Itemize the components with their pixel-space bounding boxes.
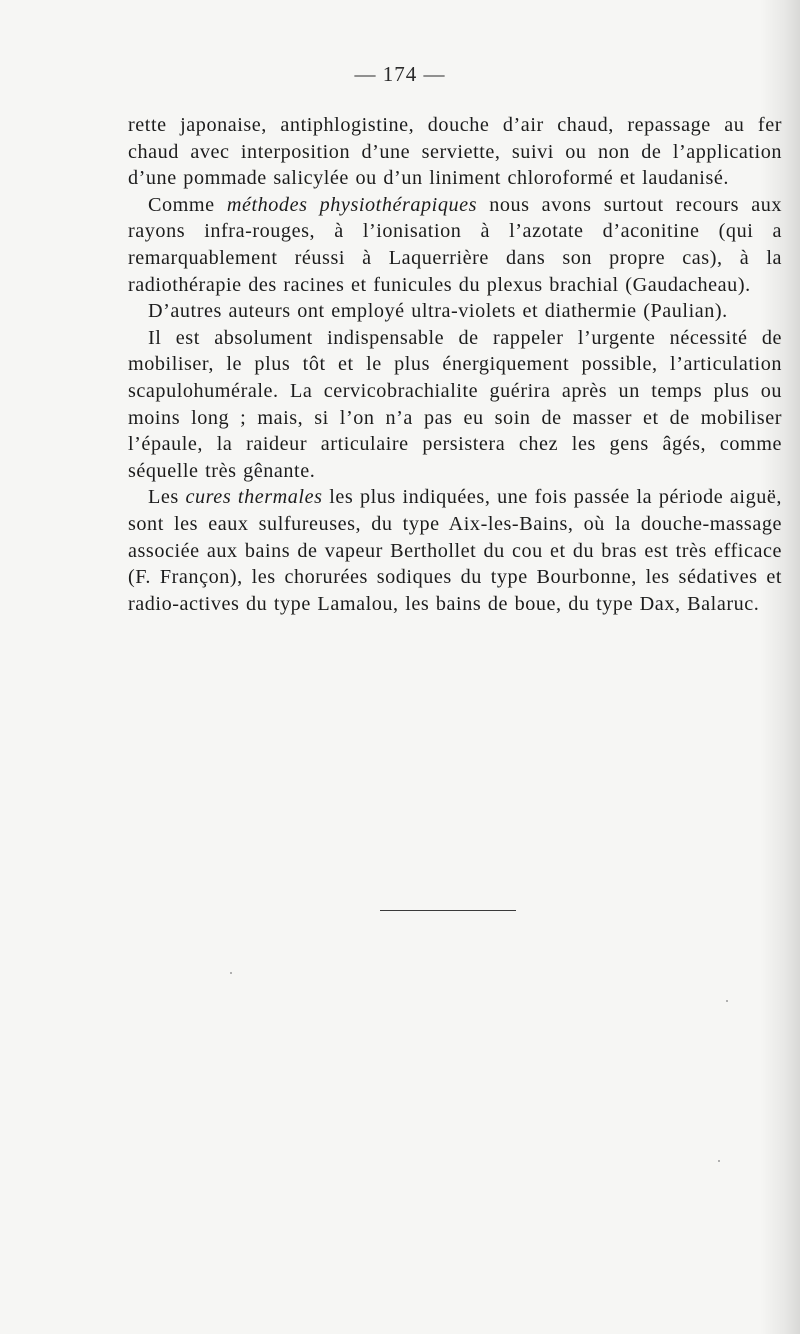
- paper-speck: [230, 972, 232, 974]
- paragraph: [128, 192, 782, 298]
- paragraph-text: Comme: [148, 193, 227, 216]
- paragraph: D’autres auteurs ont employé ultra-violets et diathermie (Paulian).: [148, 300, 728, 323]
- paragraph: [128, 484, 782, 617]
- italic-term: cures thermales: [185, 486, 323, 509]
- paragraph: Il est absolument indispensable de rappeler l’urgente nécessité de mobiliser, le plus tôt et le plus énergiquement possible, l’articulation scapulohumérale. La cervicobrachialite guérira après un temps plus ou moins long ; mais, si l’on n’a pas eu soin de masser et de mobiliser l’épaule, la raideur articulaire persistera chez les gens âgés, comme séquelle très gênante.: [128, 326, 782, 482]
- paragraph-text: nous avons surtout recours aux rayons infra-rouges, à l’ionisation à l’azotate d’aconitine (qui a remarquablement réussi à Laquerrière dans son propre cas), à la radiothérapie des racines et funicules du plexus brachial (Gaudacheau).: [128, 193, 782, 296]
- page-number: — 174 —: [354, 62, 446, 86]
- paragraph: rette japonaise, antiphlogistine, douche d’air chaud, repassage au fer chaud avec interposition d’une serviette, suivi ou non de l’application d’une pommade salicylée ou d’un liniment chloroformé et laudanisé.: [128, 114, 782, 190]
- paper-speck: [726, 1000, 728, 1002]
- paragraph-text: Les: [148, 486, 186, 509]
- section-divider: [380, 910, 516, 911]
- paper-speck: [718, 1160, 720, 1162]
- body-text: [128, 112, 782, 617]
- paragraph-text: les plus indiquées, une fois passée la période aiguë, sont les eaux sulfureuses, du type Aix-les-Bains, où la douche-massage associée aux bains de vapeur Berthollet du cou et du bras est très efficace (F. Françon), les chorurées sodiques du type Bourbonne, les sédatives et radio-actives du type Lamalou, les bains de boue, du type Dax, Balaruc.: [128, 486, 782, 615]
- italic-term: méthodes physiothérapiques: [226, 193, 478, 216]
